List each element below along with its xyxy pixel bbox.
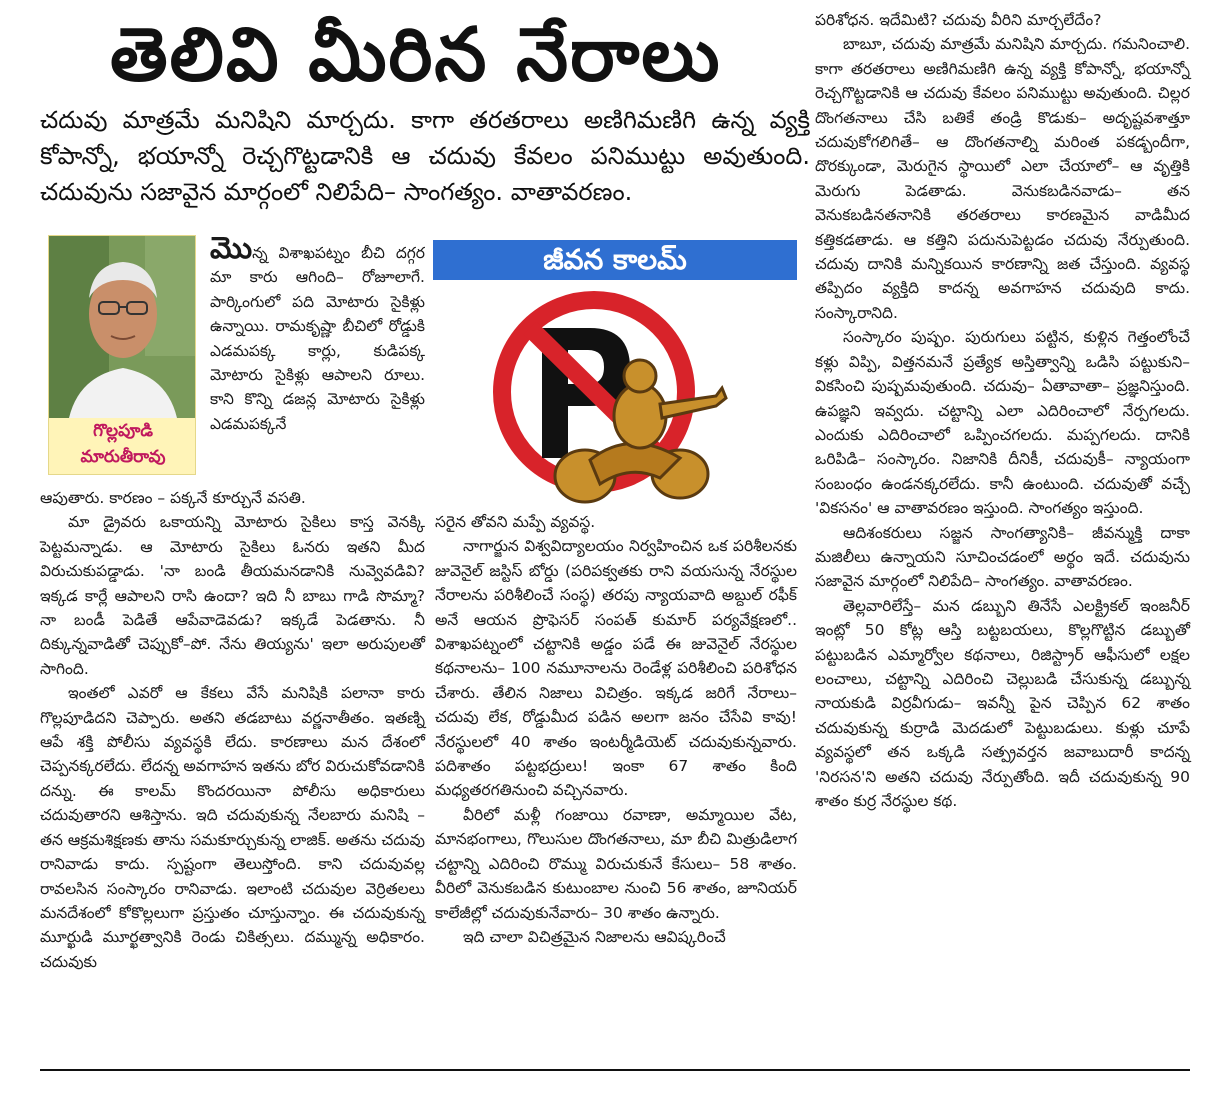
paragraph: సరైన తోవని మప్పే వ్యవస్థ.	[435, 513, 596, 531]
author-photo	[48, 235, 196, 475]
column-1	[40, 486, 425, 974]
paragraph: ఇది చాలా విచిత్రమైన నిజాలను ఆవిష్కరించే	[463, 927, 726, 946]
drop-cap: మొ	[210, 231, 253, 266]
paragraph: మా డ్రైవరు ఒకాయన్ని మోటారు సైకిలు కాస్త వెనక్కి పెట్టమన్నాడు. ఆ మోటారు సైకిలు ఓనరు ఇతని మీద విరుచుకుపడ్డాడు. 'నా బండి తీయమనడానికి నువ్వెవడివి? ఇక్కడ కార్లే ఆపాలని రాసి ఉందా? ఇది నీ బాబు గాడి సొమ్మా? నా బండీ పెడితే ఆపేవాడెవడు? ఇక్కడే పెడతాను. నీ దిక్కున్నవాడితో చెప్పుకో–పో. నేను తియ్యను' ఇలా అరుపులతో సాగింది.	[40, 513, 425, 678]
author-portrait-image	[49, 236, 196, 418]
paragraph: ఆదిశంకరులు సజ్జన సాంగత్యానికి– జీవన్ముక్తి దాకా మజిలీలు ఉన్నాయని సూచించడంలో అర్థం ఇదే. చదువును సజావైన మార్గంలో నిలిపేది– సాంగత్యం. వాతావరణం.	[815, 523, 1190, 591]
column-3	[815, 8, 1190, 813]
column-1-lead	[210, 231, 425, 436]
lead-paragraph: న్న విశాఖపట్నం బీచి దగ్గర మా కారు ఆగింది– రోజూలాగే. పార్కింగులో పది మోటారు సైకిళ్లు ఉన్నాయి. రామకృష్ణా బీచిలో రోడ్డుకి ఎడమపక్క కార్లు, కుడిపక్క మోటారు సైకిళ్లు ఆపాలని రూలు. కాని కొన్ని డజన్ల మోటారు సైకిళ్లు ఎడమపక్కనే	[210, 244, 425, 433]
paragraph: వీరిలో మళ్లీ గంజాయి రవాణా, అమ్మాయిల వేట, మానభంగాలు, గొలుసుల దొంగతనాలు, మా బీచి మిత్రుడిలాగ చట్టాన్ని ఎదిరించి రొమ్ము విరుచుకునే కేసులు– 58 శాతం. వీరిలో వెనుకబడిన కుటుంబాల నుంచి 56 శాతం, జూనియర్ కాలేజీల్లో చదువుకునేవారు– 30 శాతం ఉన్నారు.	[435, 805, 797, 922]
paragraph: నాగార్జున విశ్వవిద్యాలయం నిర్వహించిన ఒక పరిశీలనకు జువెనైల్ జస్టిస్ బోర్డు (పరిపక్వతకు రాని వయసున్న నేరస్థుల నేరాలను పరిశీలించే సంస్థ) తరపు న్యాయవాది అబ్దుల్ రఫీక్ అనే ఆయన ప్రొఫెసర్ సంపత్ కుమార్ పర్యవేక్షణలో.. విశాఖపట్నంలో చట్టానికి అడ్డం పడే ఈ జువెనైల్ నేరస్థుల కథనాలను– 100 నమూనాలను రెండేళ్ల పరిశీలించి పరిశోధన చేశారు. తేలిన నిజాలు విచిత్రం. ఇక్కడ జరిగే నేరాలు– చదువు లేక, రోడ్డుమీద పడిన అలగా జనం చేసేవి కావు! నేరస్థులలో 40 శాతం ఇంటర్మీడియెట్ చదువుకున్నవారు. పదిశాతం పట్టభద్రులు! ఇంకా 67 శాతం కింది మధ్యతరగతినుంచి వచ్చినవారు.	[435, 537, 797, 800]
intro-deck: చదువు మాత్రమే మనిషిని మార్చదు. కాగా తరతరాలు అణిగిమణిగి ఉన్న వ్యక్తి కోపాన్నో, భయాన్నో రెచ్చగొట్టడానికి ఆ చదువు కేవలం పనిముట్టు అవుతుంది. చదువును సజావైన మార్గంలో నిలిపేది– సాంగత్యం. వాతావరణం.	[40, 106, 810, 206]
paragraph: తెల్లవారిలేస్తే– మన డబ్బుని తినేసే ఎలక్ట్రికల్ ఇంజనీర్ ఇంట్లో 50 కోట్ల ఆస్తి బట్టబయలు, కొల్లగొట్టిన డబ్బుతో పట్టుబడిన ఎమ్మార్వోల కథనాలు, రిజిస్ట్రార్ ఆఫీసులో లక్షల లంచాలు, చట్టాన్ని ఎదిరించి చెల్లుబడి చేసుకున్న డబ్బున్న నాయకుడి విర్రవీగుడు– ఇవన్నీ పైన చెప్పిన 62 శాతం చదువుకున్న కుర్రాడి మెదడులో పెట్టుబడులు. కుళ్లు చూపే వ్యవస్థలో తన ఒక్కడి సత్ప్రవర్తన జవాబుదారీ కాదన్న 'నిరసన'ని అతని చదువు నేర్పుతోంది. ఇదీ చదువుకున్న 90 శాతం కుర్ర నేరస్థుల కథ.	[815, 596, 1190, 810]
bottom-rule	[40, 1069, 1190, 1071]
column-label-box	[433, 240, 797, 280]
author-name-line1: గొల్లపూడి	[93, 421, 153, 441]
author-name	[49, 418, 196, 470]
paragraph: బాబూ, చదువు మాత్రమే మనిషిని మార్చదు. గమనించాలి. కాగా తరతరాలు అణిగిమణిగి ఉన్న వ్యక్తి కోపాన్నో, భయాన్నో రెచ్చగొట్టడానికి ఆ చదువు కేవలం పనిముట్టు అవుతుంది. చిల్లర దొంగతనాలు చేసి బతికే తండ్రి కొడుకు– అదృష్టవశాత్తూ చదువుకోగలిగితే– ఆ దొంగతనాల్ని మరింత పకడ్బందీగా, దొరక్కుండా, మెరుగైన స్థాయిలో ఎలా చేయాలో– ఆ వృత్తికి మెరుగు పెడతాడు. వెనుకబడినవాడు– తన వెనుకబడినతనానికి తరతరాలు కారణమైన వాడిమీద కత్తికడతాడు. ఆ కత్తిని పదునుపెట్టడం చదువు నేర్పుతుంది. చదువు దానికి మన్నికయిన కారణాన్ని జత చేస్తుంది. వ్యవస్థ తప్పిదం వ్యక్తిది కాదన్న అవగాహన చదువుది కాదు. సంస్కారానిది.	[815, 35, 1190, 322]
no-parking-illustration	[490, 288, 740, 510]
headline: తెలివి మీరిన నేరాలు	[110, 12, 722, 98]
column-label: జీవన కాలమ్	[543, 243, 687, 276]
paragraph: పరిశోధన. ఇదేమిటి? చదువు వీరిని మార్చలేదేం?	[815, 11, 1102, 29]
column-2	[435, 510, 797, 949]
author-name-line2: మారుతీరావు	[80, 447, 166, 467]
paragraph: సంస్కారం పుష్పం. పురుగులు పట్టిన, కుళ్లిన గెత్తంలోంచే కళ్లు విప్పి, విత్తనమనే ప్రత్యేక అస్తిత్వాన్ని ఒడిసి పట్టుకుని– వికసించి పుష్పమవుతుంది. చదువు– ఏతావాతా– ప్రజ్ఞనిస్తుంది. ఉపజ్ఞని ఇవ్వదు. చట్టాన్ని ఎలా ఎదిరించాలో నేర్పగలదు. ఎందుకు ఎదిరించాలో ఒప్పించగలదు. మప్పగలదు. దానికి ఒరిపిడి– సంస్కారం. నిజానికి దీనికీ, చదువుకీ– న్యాయంగా సంబంధం ఉండనక్కరలేదు. కానీ ఉంటుంది. చదువుతో వచ్చే 'వికసనం' ఆ వాతావరణం ఇస్తుంది. సాంగత్యం ఇస్తుంది.	[815, 328, 1190, 518]
paragraph: ఇంతలో ఎవరో ఆ కేకలు వేసే మనిషికి పలానా కారు గొల్లపూడిదని చెప్పారు. అతని తడబాటు వర్ణనాతీతం. ఇతణ్ని ఆపే శక్తి పోలీసు వ్యవస్థకి లేదు. కారణాలు మన దేశంలో చెప్పనక్కరలేదు. లేదన్న అవగాహన ఇతను బోర విరుచుకోవడానికి దన్ను. ఈ కాలమ్ కొందరయినా పోలీసు అధికారులు చదువుతారని ఆశిస్తాను. ఇది చదువుకున్న నేలబారు మనిషి – తన ఆక్రమశిక్షణకు తాను సమకూర్చుకున్న లాజిక్. అతను చదువు రానివాడు కాదు. స్పష్టంగా తెలుస్తోంది. కాని చదువువల్ల రావలసిన సంస్కారం రానివాడు. ఇలాంటి చదువుల వెర్రితలలు మనదేశంలో కోకొల్లలుగా ప్రస్తుతం చూస్తున్నాం. ఈ చదువుకున్న మూర్ఖుడి మూర్ఖత్వానికి రెండు చికిత్సలు. దమ్మున్న అధికారం. చదువుకు	[40, 684, 425, 971]
paragraph: ఆపుతారు. కారణం – పక్కనే కూర్చునే వసతి.	[40, 489, 306, 507]
